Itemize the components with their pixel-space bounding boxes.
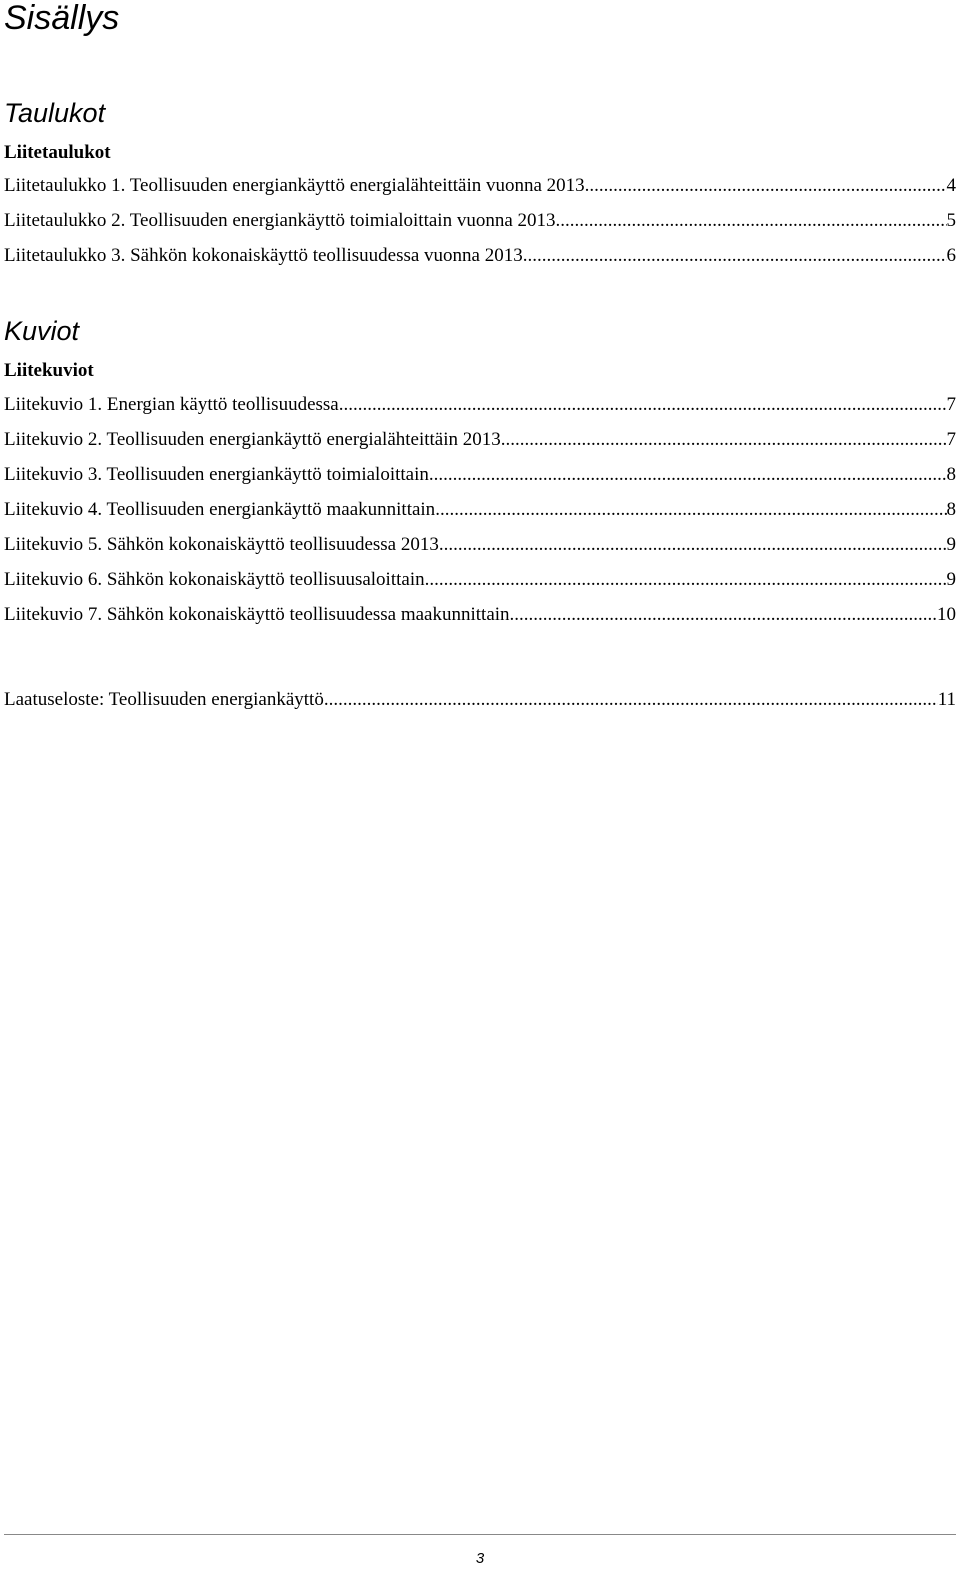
- toc-entry-page: 9: [946, 534, 956, 555]
- toc-entry-page: 11: [937, 689, 956, 710]
- toc-entry-label: Liitetaulukko 2. Teollisuuden energiankäyttö toimialoittain vuonna 2013: [4, 210, 556, 231]
- toc-entry-label: Liitetaulukko 1. Teollisuuden energiankäyttö energialähteittäin vuonna 2013: [4, 175, 585, 196]
- toc-entry-quality-description[interactable]: [4, 687, 956, 722]
- toc-list-figures: [4, 392, 956, 637]
- toc-entry-label: Liitekuvio 2. Teollisuuden energiankäyttö energialähteittäin 2013: [4, 429, 501, 450]
- toc-entry-page: 7: [946, 394, 956, 415]
- dot-leader: [324, 687, 938, 713]
- dot-leader: [425, 567, 947, 593]
- footer-divider: [4, 1534, 956, 1535]
- dot-leader: [339, 392, 947, 418]
- dot-leader: [523, 243, 947, 269]
- toc-entry-appendix-table-1[interactable]: [4, 173, 956, 208]
- dot-leader: [501, 427, 947, 453]
- toc-entry-page: 8: [946, 464, 956, 485]
- toc-entry-label: Liitekuvio 4. Teollisuuden energiankäyttö maakunnittain: [4, 499, 436, 520]
- toc-entry-appendix-figure-7[interactable]: [4, 602, 956, 637]
- toc-entry-label: Laatuseloste: Teollisuuden energiankäyttö: [4, 689, 324, 710]
- toc-entry-label: Liitetaulukko 3. Sähkön kokonaiskäyttö teollisuudessa vuonna 2013: [4, 245, 523, 266]
- toc-entry-page: 5: [946, 210, 956, 231]
- toc-entry-label: Liitekuvio 3. Teollisuuden energiankäyttö toimialoittain: [4, 464, 429, 485]
- toc-entry-page: 8: [946, 499, 956, 520]
- toc-entry-appendix-figure-1[interactable]: [4, 392, 956, 427]
- toc-entry-page: 4: [946, 175, 956, 196]
- toc-entry-appendix-figure-2[interactable]: [4, 427, 956, 462]
- subheading-appendix-figures: Liitekuviot: [4, 360, 94, 381]
- toc-entry-appendix-figure-6[interactable]: [4, 567, 956, 602]
- toc-entry-appendix-table-3[interactable]: [4, 243, 956, 278]
- toc-entry-label: Liitekuvio 5. Sähkön kokonaiskäyttö teollisuudessa 2013: [4, 534, 439, 555]
- page-title: Sisällys: [4, 0, 120, 37]
- dot-leader: [429, 462, 947, 488]
- toc-entry-page: 9: [946, 569, 956, 590]
- toc-entry-label: Liitekuvio 1. Energian käyttö teollisuudessa: [4, 394, 339, 415]
- dot-leader: [556, 208, 947, 234]
- section-heading-figures: Kuviot: [4, 316, 80, 346]
- toc-entry-appendix-table-2[interactable]: [4, 208, 956, 243]
- toc-entry-label: Liitekuvio 7. Sähkön kokonaiskäyttö teollisuudessa maakunnittain: [4, 604, 510, 625]
- toc-entry-page: 10: [937, 604, 956, 625]
- toc-entry-appendix-figure-5[interactable]: [4, 532, 956, 567]
- toc-entry-page: 7: [946, 429, 956, 450]
- section-heading-tables: Taulukot: [4, 98, 106, 128]
- toc-entry-appendix-figure-3[interactable]: [4, 462, 956, 497]
- dot-leader: [435, 497, 946, 523]
- toc-entry-page: 6: [946, 245, 956, 266]
- toc-list-quality: [4, 687, 956, 722]
- dot-leader: [585, 173, 947, 199]
- page-number: 3: [475, 1550, 485, 1567]
- toc-list-tables: [4, 173, 956, 278]
- toc-entry-label: Liitekuvio 6. Sähkön kokonaiskäyttö teollisuusaloittain: [4, 569, 425, 590]
- toc-entry-appendix-figure-4[interactable]: [4, 497, 956, 532]
- dot-leader: [439, 532, 947, 558]
- subheading-appendix-tables: Liitetaulukot: [4, 142, 111, 163]
- dot-leader: [510, 602, 937, 628]
